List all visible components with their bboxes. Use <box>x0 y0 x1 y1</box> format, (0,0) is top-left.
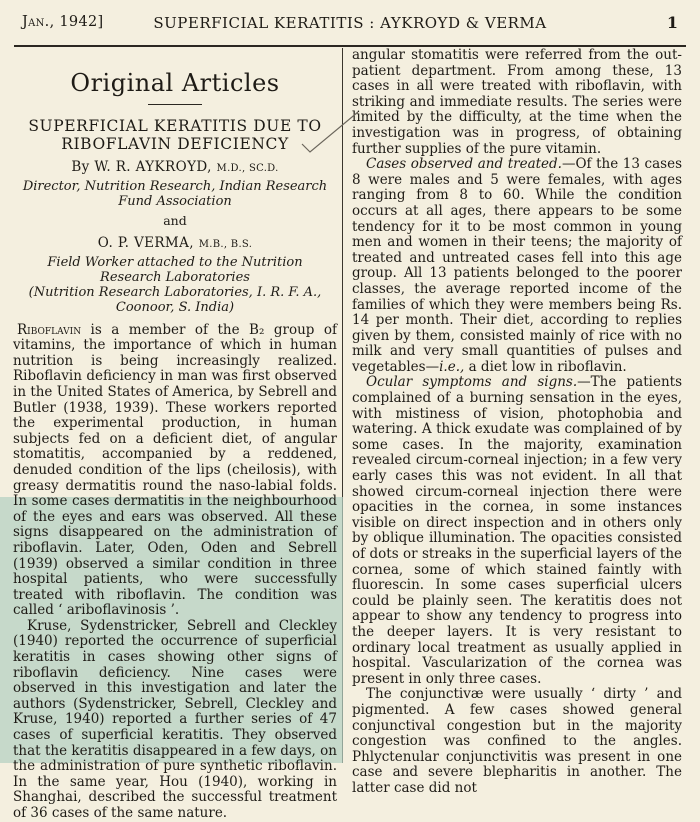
ocular-text: —The patients complained of a burning sensation in the eyes, with mistiness of vision, photophobia and watering. A thick exudate was complained of by some cases. In the majority, examination revealed circum-corneal injection; in a few very early cases this was not evident. In all that showed circum-corneal injection there were opacities in the cornea, in some instances visible on direct inspection and in others only by oblique illumination. The opacities consisted of dots or streaks in the superficial layers of the cornea, some of which stained faintly with fluorescin. In some cases superficial ulcers could be plainly seen. The keratitis does not appear to show any tendency to progress into the deeper layers. It is very resistant to ordinary local treatment as usually applied in hospital. Vascularization of the cornea was present in only three cases. <box>352 374 682 687</box>
section-heading: Original Articles <box>70 69 280 97</box>
cases-subheading: Cases observed and treated. <box>366 156 562 173</box>
cases-tail: a diet low in riboflavin. <box>464 358 627 375</box>
author2-degrees: M.B., B.S. <box>198 238 253 250</box>
ie-abbrev: i.e., <box>439 358 465 375</box>
left-column <box>13 48 337 822</box>
laboratory-address: (Nutrition Research Laboratories, I. R. F. A., Coonoor, S. India) <box>28 284 322 315</box>
paragraph-intro <box>13 323 337 619</box>
author2-byline <box>13 235 337 253</box>
paragraph-conjunctivae: The conjunctivæ were usually ‘ dirty ’ and pigmented. A few cases showed general conjunctival congestion but in the majority congestion was confined to the angles. Phlyctenular conjunctivitis was present in one case and severe blepharitis in another. The latter case did not <box>352 686 682 796</box>
cases-text: —Of the 13 cases 8 were males and 5 were females, with ages ranging from 8 to 60. While the condition occurs at all ages, there appears to be some tendency for it to be most common in young men and women in their teens; the majority of treated and untreated cases fell into this age group. All 13 patients belonged to the poorer classes, the average reported income of the families of which they were members being Rs. 14 per month. Their diet, according to replies given by them, consisted mainly of rice with no milk and very small quantities of pulses and vegetables— <box>352 156 682 375</box>
ocular-subheading: Ocular symptoms and signs. <box>366 374 578 391</box>
running-title: SUPERFICIAL KERATITIS : AYKROYD & VERMA <box>153 14 547 32</box>
issue-date: Jan., 1942] <box>22 14 104 30</box>
paragraph-cases <box>352 157 682 375</box>
right-column <box>352 48 682 797</box>
paragraph-kruse: Kruse, Sydenstricker, Sebrell and Cleckley (1940) reported the occurrence of superficial keratitis in cases showing other signs of riboflavin deficiency. Nine cases were observed in this investigation and later the authors (Sydenstricker, Sebrell, Cleckley and Kruse, 1940) reported a further series of 47 cases of superficial keratitis. They observed that the keratitis disappeared in a few days, on the administration of pure synthetic riboflavin. In the same year, Hou (1940), working in Shanghai, described the successful treatment of 36 cases of the same nature. <box>13 617 337 821</box>
pencil-checkmark-mark <box>300 108 360 158</box>
author2-name: O. P. VERMA, <box>97 234 194 251</box>
author1-affiliation: Director, Nutrition Research, Indian Research Fund Association <box>22 179 328 209</box>
author1-byline <box>13 159 337 177</box>
lead-word: Riboflavin <box>17 321 82 338</box>
article-title-line1: SUPERFICIAL KERATITIS DUE TO <box>28 117 322 135</box>
author2-affiliation: Field Worker attached to the Nutrition Research Laboratories <box>47 254 303 285</box>
page-number: 1 <box>666 13 678 32</box>
article-title-line2: RIBOFLAVIN DEFICIENCY <box>61 135 289 153</box>
paragraph-intro-text: is a member of the B₂ group of vitamins, the importance of which in human nutrition is being increasingly realized. Riboflavin deficiency in man was first observed in the United States of America, by Sebrell and Butler (1938, 1939). These workers reported the experimental production, in human subjects fed on a deficient diet, of angular stomatitis, accompanied by a reddened, denuded condition of the lips (cheilosis), with greasy dermatitis round the naso-labial folds. In some cases dermatitis in the neighbourhood of the eyes and ears was observed. All these signs disappeared on the administration of riboflavin. Later, Oden, Oden and Sebrell (1939) observed a similar condition in three hospital patients, who were successfully treated with riboflavin. The condition was called ‘ ariboflavinosis ’. <box>13 321 337 619</box>
author1-degrees: M.D., SC.D. <box>216 163 279 174</box>
article-title <box>19 117 331 153</box>
paragraph-continuation: angular stomatitis were referred from the out-patient department. From among these, 13 cases in all were treated with riboflavin, with striking and immediate results. The series were limited by the difficulty, at the time when the investigation was in progress, of obtaining further supplies of the pure vitamin. <box>352 47 682 157</box>
title-divider <box>148 104 202 105</box>
running-header <box>0 0 700 46</box>
author-conjunction: and <box>163 213 187 228</box>
paragraph-ocular <box>352 375 682 687</box>
author1-name: By W. R. AYKROYD, <box>71 159 212 175</box>
